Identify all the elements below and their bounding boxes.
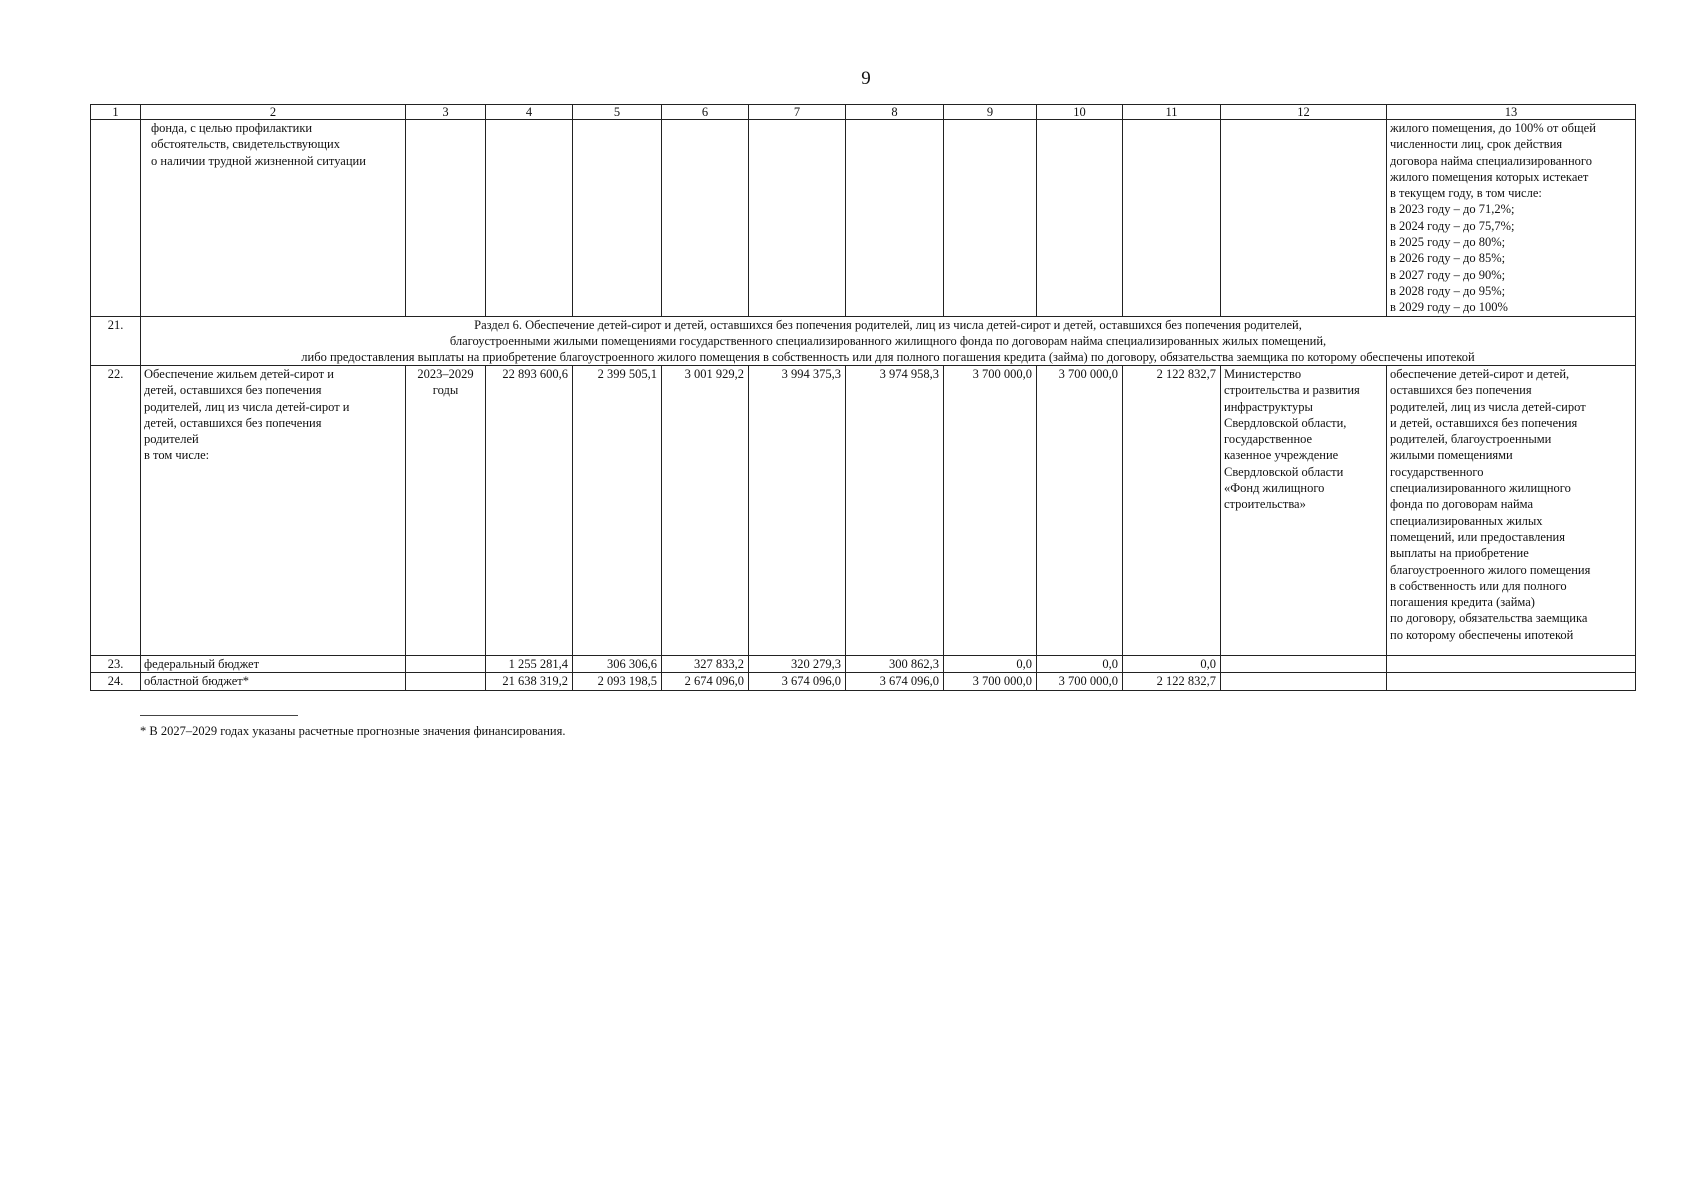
- value-cell: 327 833,2: [662, 656, 749, 673]
- column-number-6: 6: [662, 105, 749, 120]
- continued-target-text: жилого помещения, до 100% от общей численности лиц, срок действия договора найма специализированного жилого помещения которых истекает в текущем году, в том числе: в 2023 году – до 71,2%; в 2024 году – до 75,7%; в 2025 году – до 80%; в 2026 году – до 85%; в 2027 году – до 90%; в 2028 году – до 95%; в 2029 году – до 100%: [1387, 120, 1636, 317]
- program-table: [90, 104, 1636, 691]
- column-number-13: 13: [1387, 105, 1636, 120]
- column-number-5: 5: [573, 105, 662, 120]
- footnote: * В 2027–2029 годах указаны расчетные прогнозные значения финансирования.: [140, 724, 566, 738]
- measure-name: Обеспечение жильем детей-сирот и детей, оставшихся без попечения родителей, лиц из числа детей-сирот и детей, оставшихся без попечения родителей в том числе:: [141, 366, 406, 656]
- value-cell: 3 974 958,3: [846, 366, 944, 656]
- value-cell: 3 674 096,0: [749, 673, 846, 690]
- column-number-11: 11: [1123, 105, 1221, 120]
- value-cell: 3 700 000,0: [944, 366, 1037, 656]
- value-cell: 3 674 096,0: [846, 673, 944, 690]
- value-cell: 3 700 000,0: [1037, 673, 1123, 690]
- target-cell: обеспечение детей-сирот и детей, оставшихся без попечения родителей, лиц из числа детей-сирот и детей, оставшихся без попечения родителей, благоустроенными жилыми помещениями государственного специализированного жилищного фонда по договорам найма специализированных жилых помещений, или предоставления выплаты на приобретение благоустроенного жилого помещения в собственность или для полного погашения кредита (займа) по договору, обязательства заемщика по которому обеспечены ипотекой: [1387, 366, 1636, 656]
- value-cell: 306 306,6: [573, 656, 662, 673]
- footnote-divider: [140, 715, 298, 716]
- column-number-8: 8: [846, 105, 944, 120]
- column-number-4: 4: [486, 105, 573, 120]
- column-number-12: 12: [1221, 105, 1387, 120]
- section-title: Раздел 6. Обеспечение детей-сирот и детей, оставшихся без попечения родителей, лиц из числа детей-сирот и детей, оставшихся без попечения родителей, благоустроенными жилыми помещениями государственного специализированного жилищного фонда по договорам найма специализированных жилых помещений, либо предоставления выплаты на приобретение благоустроенного жилого помещения в собственность или для полного погашения кредита (займа) по договору, обязательства заемщика по которому обеспечены ипотекой: [141, 317, 1636, 366]
- value-cell: 3 001 929,2: [662, 366, 749, 656]
- value-cell: 320 279,3: [749, 656, 846, 673]
- value-cell: 0,0: [944, 656, 1037, 673]
- page-number: 9: [861, 68, 871, 89]
- value-cell: 300 862,3: [846, 656, 944, 673]
- value-cell: 2 122 832,7: [1123, 366, 1221, 656]
- row-number: 24.: [91, 673, 141, 690]
- header-row: [91, 105, 1636, 120]
- value-cell: 3 700 000,0: [944, 673, 1037, 690]
- budget-name: областной бюджет*: [141, 673, 406, 690]
- column-number-2: 2: [141, 105, 406, 120]
- value-cell: 0,0: [1123, 656, 1221, 673]
- executor-cell: Министерство строительства и развития инфраструктуры Свердловской области, государственное казенное учреждение Свердловской области «Фонд жилищного строительства»: [1221, 366, 1387, 656]
- row-number: 23.: [91, 656, 141, 673]
- value-cell: 1 255 281,4: [486, 656, 573, 673]
- value-cell: 2 122 832,7: [1123, 673, 1221, 690]
- value-cell: 0,0: [1037, 656, 1123, 673]
- row-number: 22.: [91, 366, 141, 656]
- period-cell: 2023–2029 годы: [406, 366, 486, 656]
- row-number: 21.: [91, 317, 141, 366]
- table-row: [91, 673, 1636, 690]
- value-cell: 3 994 375,3: [749, 366, 846, 656]
- column-number-3: 3: [406, 105, 486, 120]
- column-number-9: 9: [944, 105, 1037, 120]
- section-row: [91, 317, 1636, 366]
- value-cell: 2 674 096,0: [662, 673, 749, 690]
- value-cell: 2 399 505,1: [573, 366, 662, 656]
- value-cell: 2 093 198,5: [573, 673, 662, 690]
- value-cell: 22 893 600,6: [486, 366, 573, 656]
- column-number-1: 1: [91, 105, 141, 120]
- table-row-continued: [91, 120, 1636, 317]
- continued-measure-text: фонда, с целью профилактики обстоятельств, свидетельствующих о наличии трудной жизненной ситуации: [141, 120, 406, 317]
- value-cell: 21 638 319,2: [486, 673, 573, 690]
- column-number-7: 7: [749, 105, 846, 120]
- budget-name: федеральный бюджет: [141, 656, 406, 673]
- table-row: [91, 656, 1636, 673]
- table-row: [91, 366, 1636, 656]
- value-cell: 3 700 000,0: [1037, 366, 1123, 656]
- column-number-10: 10: [1037, 105, 1123, 120]
